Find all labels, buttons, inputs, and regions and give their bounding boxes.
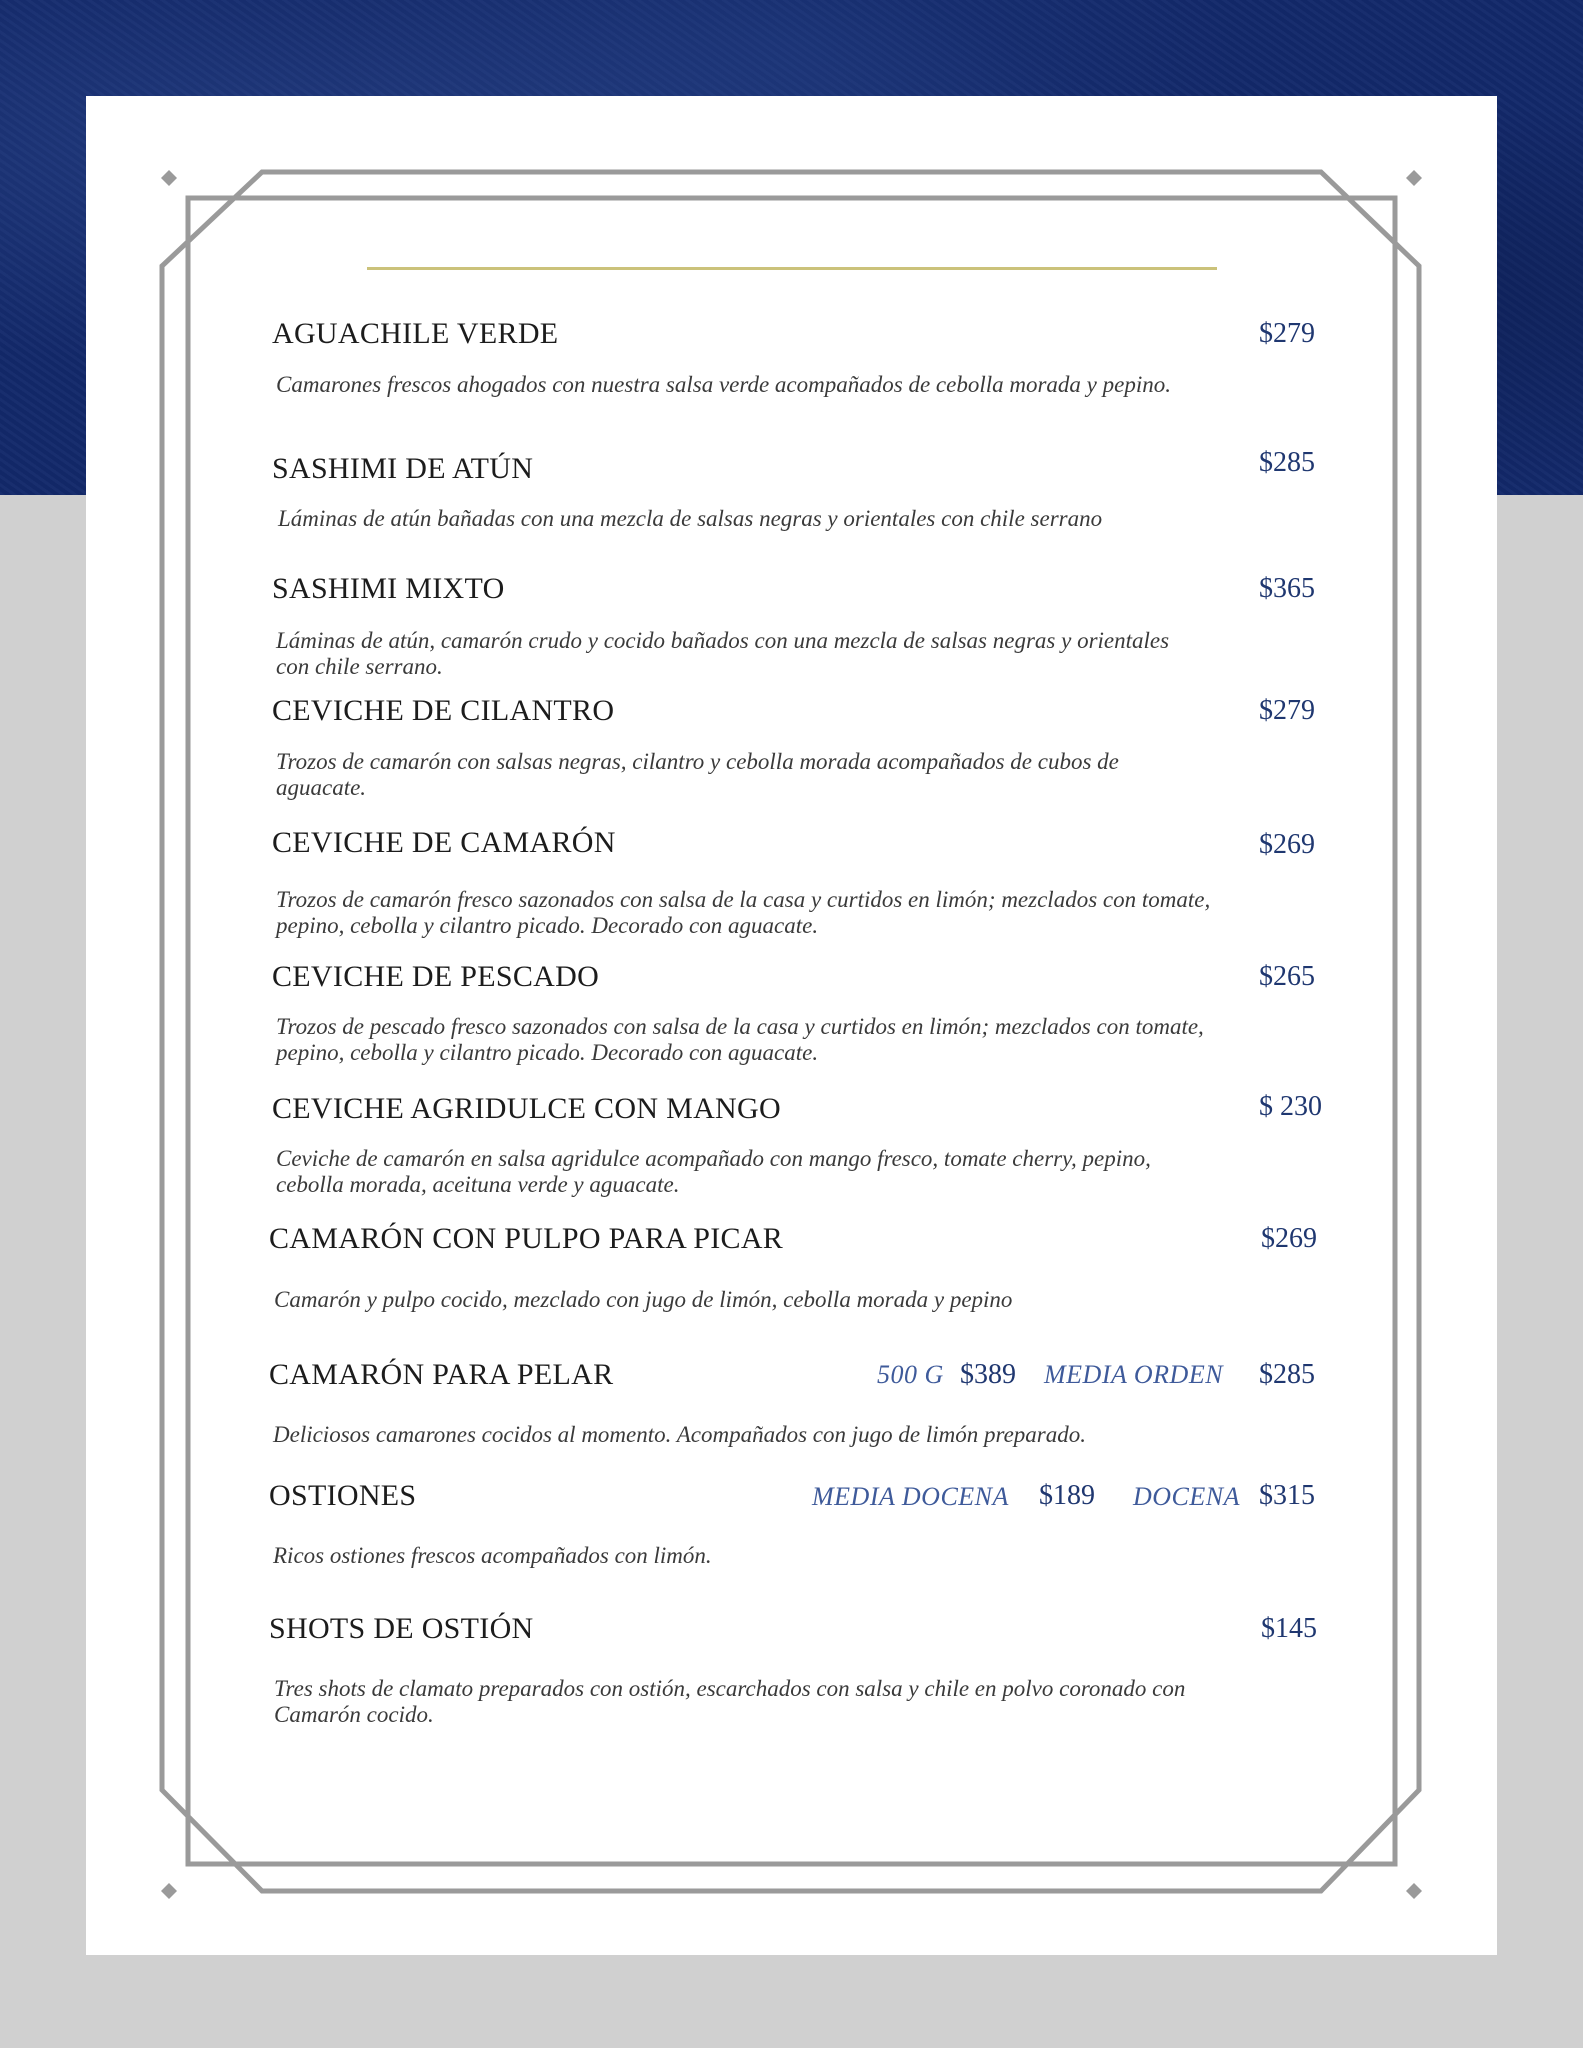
item-title: SASHIMI DE ATÚN (272, 452, 534, 485)
item-title: SASHIMI MIXTO (272, 572, 505, 605)
option-price: $285 (1259, 1359, 1315, 1390)
corner-diamond-icon (1406, 1883, 1422, 1899)
item-description: Trozos de camarón fresco sazonados con salsa de la casa y curtidos en limón; mezclados con tomate, pepino, cebolla y cilantro picado. Decorado con aguacate. (276, 887, 1211, 938)
item-description: Ceviche de camarón en salsa agridulce acompañado con mango fresco, tomate cherry, pepino, cebolla morada, aceituna verde y aguacate. (276, 1146, 1151, 1197)
item-title: OSTIONES (269, 1479, 417, 1512)
item-price: $365 (1259, 573, 1315, 604)
item-price: $279 (1259, 695, 1315, 726)
item-description: Láminas de atún, camarón crudo y cocido bañados con una mezcla de salsas negras y orientales con chile serrano. (276, 628, 1170, 679)
item-title: CEVICHE DE PESCADO (272, 960, 600, 993)
item-description: Camarón y pulpo cocido, mezclado con jugo de limón, cebolla morada y pepino (274, 1287, 1013, 1312)
item-price: $145 (1261, 1613, 1317, 1644)
item-title: CAMARÓN CON PULPO PARA PICAR (269, 1222, 784, 1255)
gold-divider (367, 267, 1217, 270)
corner-diamond-icon (161, 170, 177, 186)
option-price: $389 (960, 1359, 1016, 1390)
corner-diamond-icon (1406, 170, 1422, 186)
corner-diamond-icon (161, 1883, 177, 1899)
item-title: SHOTS DE OSTIÓN (269, 1612, 534, 1645)
item-description: Trozos de pescado fresco sazonados con salsa de la casa y curtidos en limón; mezclados con tomate, pepino, cebolla y cilantro picado. Decorado con aguacate. (276, 1014, 1204, 1065)
item-title: CEVICHE DE CAMARÓN (272, 826, 616, 859)
item-description: Camarones frescos ahogados con nuestra salsa verde acompañados de cebolla morada y pepino. (276, 372, 1171, 397)
option-price: $189 (1039, 1480, 1095, 1511)
option-price: $315 (1259, 1480, 1315, 1511)
item-title: CEVICHE DE CILANTRO (272, 694, 615, 727)
item-description: Deliciosos camarones cocidos al momento. Acompañados con jugo de limón preparado. (273, 1422, 1086, 1447)
item-price: $285 (1259, 447, 1315, 478)
item-price: $279 (1259, 318, 1315, 349)
item-title: AGUACHILE VERDE (272, 317, 559, 350)
item-price: $265 (1259, 961, 1315, 992)
item-title: CAMARÓN PARA PELAR (269, 1358, 614, 1391)
option-label: MEDIA ORDEN (1044, 1360, 1224, 1389)
option-label: 500 G (877, 1360, 944, 1389)
item-price: $269 (1261, 1223, 1317, 1254)
option-label: MEDIA DOCENA (812, 1482, 1009, 1511)
item-description: Láminas de atún bañadas con una mezcla de salsas negras y orientales con chile serrano (278, 506, 1103, 531)
item-description: Ricos ostiones frescos acompañados con limón. (273, 1543, 712, 1568)
item-price: $ 230 (1259, 1091, 1322, 1122)
item-title: CEVICHE AGRIDULCE CON MANGO (272, 1092, 781, 1125)
item-description: Tres shots de clamato preparados con ostión, escarchados con salsa y chile en polvo coronado con Camarón cocido. (274, 1676, 1186, 1727)
option-label: DOCENA (1133, 1482, 1240, 1511)
item-price: $269 (1259, 829, 1315, 860)
item-description: Trozos de camarón con salsas negras, cilantro y cebolla morada acompañados de cubos de aguacate. (276, 749, 1119, 800)
